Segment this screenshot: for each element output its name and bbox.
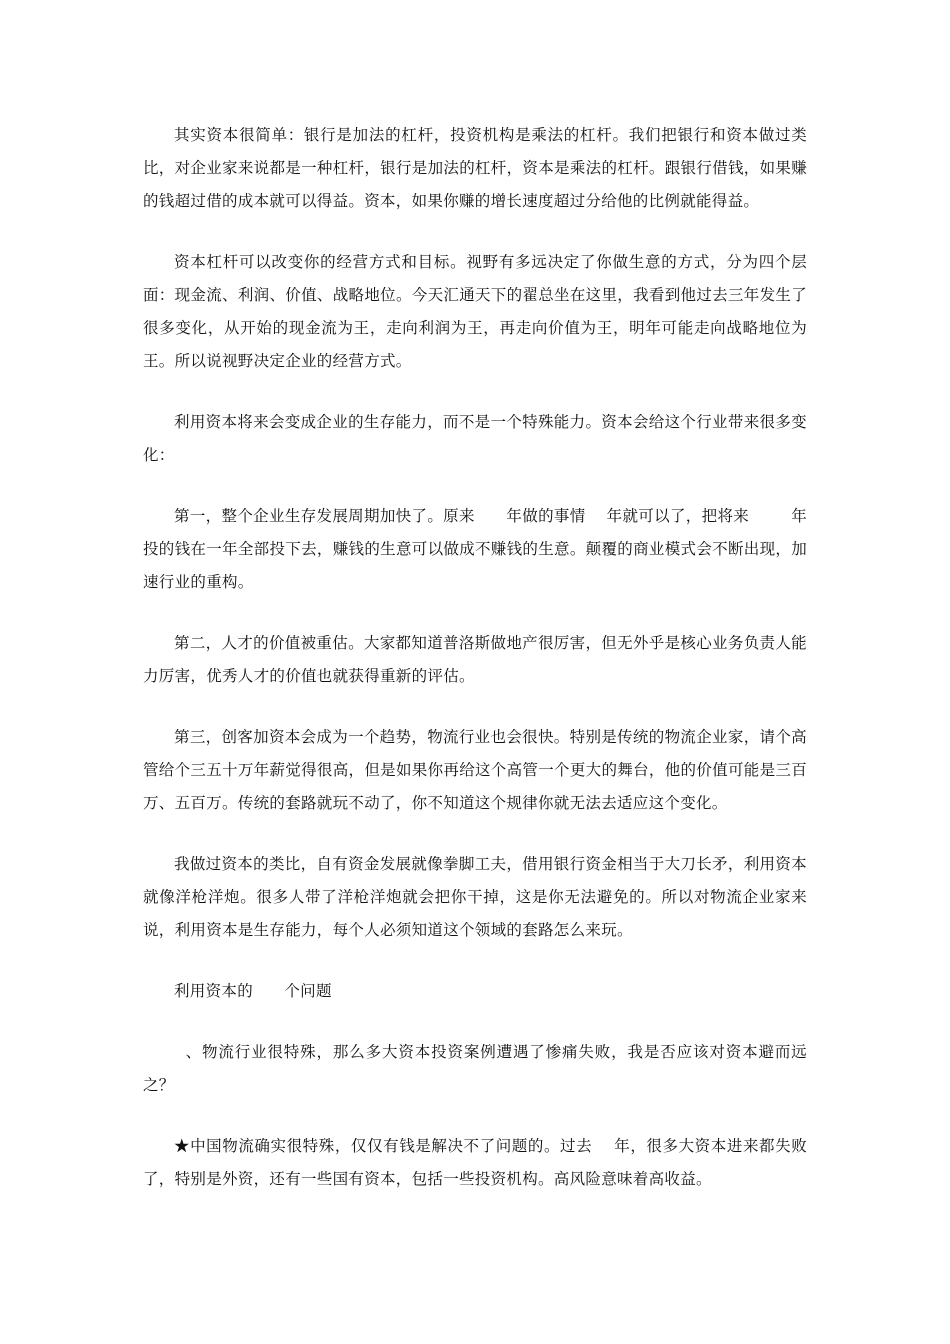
paragraph-analogy: 我做过资本的类比，自有资金发展就像拳脚工夫，借用银行资金相当于大刀长矛，利用资本就像洋枪洋炮。很多人带了洋枪洋炮就会把你干掉，这是你无法避免的。所以对物流企业家来说，利用资本是生存能力，每个人必须知道这个领域的套路怎么来玩。	[143, 855, 807, 939]
paragraph-point-three: 第三，创客加资本会成为一个趋势，物流行业也会很快。特别是传统的物流企业家，请个高管给个三五十万年薪觉得很高，但是如果你再给这个高管一个更大的舞台，他的价值可能是三百万、五百万。传统的套路就玩不动了，你不知道这个规律你就无法去适应这个变化。	[143, 728, 807, 812]
answer-one: ★中国物流确实很特殊，仅仅有钱是解决不了问题的。过去 年，很多大资本进来都失败了，特别是外资，还有一些国有资本，包括一些投资机构。高风险意味着高收益。	[143, 1137, 807, 1188]
document-body	[143, 119, 807, 1224]
paragraph-capital-leverage: 其实资本很简单：银行是加法的杠杆，投资机构是乘法的杠杆。我们把银行和资本做过类比，对企业家来说都是一种杠杆，银行是加法的杠杆，资本是乘法的杠杆。跟银行借钱，如果赚的钱超过借的成本就可以得益。资本，如果你赚的增长速度超过分给他的比例就能得益。	[143, 126, 807, 210]
section-heading: 利用资本的 个问题	[174, 982, 332, 1000]
paragraph-business-vision: 资本杠杆可以改变你的经营方式和目标。视野有多远决定了你做生意的方式，分为四个层面：现金流、利润、价值、战略地位。今天汇通天下的翟总坐在这里，我看到他过去三年发生了很多变化，从开始的现金流为王，走向利润为王，再走向价值为王，明年可能走向战略地位为王。所以说视野决定企业的经营方式。	[143, 253, 807, 370]
paragraph-point-two: 第二，人才的价值被重估。大家都知道普洛斯做地产很厉害，但无外乎是核心业务负责人能力厉害，优秀人才的价值也就获得重新的评估。	[143, 634, 807, 685]
paragraph-point-one: 第一，整个企业生存发展周期加快了。原来 年做的事情 年就可以了，把将来 年投的钱在一年全部投下去，赚钱的生意可以做成不赚钱的生意。颠覆的商业模式会不断出现，加速行业的重构。	[143, 507, 807, 591]
question-one: 、物流行业很特殊，那么多大资本投资案例遭遇了惨痛失败，我是否应该对资本避而远之？	[143, 1043, 807, 1094]
paragraph-survival-ability: 利用资本将来会变成企业的生存能力，而不是一个特殊能力。资本会给这个行业带来很多变化：	[143, 413, 807, 464]
